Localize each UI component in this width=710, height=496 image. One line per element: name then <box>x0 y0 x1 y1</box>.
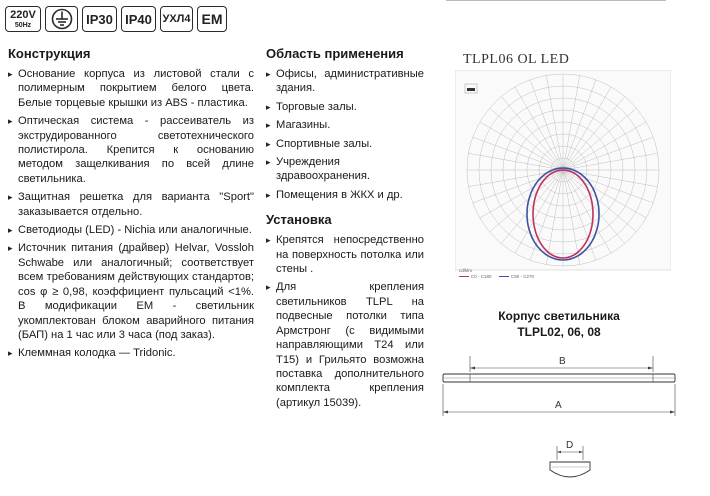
list-item: ▸ Помещения в ЖКХ и др. <box>266 188 424 202</box>
dim-a-arrow-right <box>670 411 675 414</box>
case-title-line2: TLPL02, 06, 08 <box>517 325 601 339</box>
construction-section <box>8 46 254 365</box>
installation-list <box>266 233 424 410</box>
dim-d-arrow-left <box>557 451 561 454</box>
legend-c0-label: C0 - C180 <box>471 274 492 279</box>
frequency-value: 50Hz <box>14 21 32 29</box>
right-text-column <box>266 46 424 414</box>
list-item: ▸ Спортивные залы. <box>266 137 424 151</box>
application-heading: Область применения <box>266 46 404 61</box>
ground-icon <box>50 8 74 30</box>
cross-section <box>550 462 590 477</box>
dim-b-label: B <box>559 356 566 367</box>
construction-heading: Конструкция <box>8 46 91 61</box>
spec-badges <box>5 6 227 32</box>
dim-b-arrow-right <box>648 367 653 370</box>
list-item: ▸ Торговые залы. <box>266 100 424 114</box>
em-badge: EM <box>197 6 227 32</box>
dim-d-label: D <box>566 440 574 451</box>
polar-chart-title: TLPL06 OL LED <box>463 52 570 67</box>
ip30-badge: IP30 <box>82 6 117 32</box>
list-item: ▸ Оптическая система - рассеиватель из экструдированного светотехнического полистирола. Крепится к основанию методом защелкивания по всей длине светильника. <box>8 114 254 186</box>
list-item: ▸ Источник питания (драйвер) Helvar, Vossloh Schwabe или аналогичный; соответствует всем требованиям действующих стандартов; cos φ ≥ 0,98, коэффициент пульсаций <1%. В модификации EM - светильник укомплектован блоком аварийного питания (БАП) на 1 час или 3 часа (под заказ). <box>8 241 254 342</box>
list-item: ▸ Магазины. <box>266 118 424 132</box>
voltage-badge <box>5 6 41 32</box>
ip40-badge: IP40 <box>121 6 156 32</box>
case-title <box>440 308 678 340</box>
construction-list <box>8 67 254 361</box>
list-item: ▸ Светодиоды (LED) - Nichia или аналогичные. <box>8 223 254 237</box>
application-list <box>266 67 424 202</box>
list-item: ▸ Клеммная колодка — Tridonic. <box>8 346 254 360</box>
list-item: ▸ Учреждения здравоохранения. <box>266 155 424 184</box>
climate-badge: УХЛ4 <box>160 6 193 32</box>
top-divider <box>446 0 666 1</box>
legend-unit: cd/klm <box>459 268 473 273</box>
dim-b-arrow-left <box>470 367 475 370</box>
dim-a-arrow-left <box>443 411 448 414</box>
list-item: ▸ Защитная решетка для варианта "Sport" заказывается отдельно. <box>8 190 254 219</box>
list-item: ▸ Крепятся непосредственно на поверхность потолка или стены . <box>266 233 424 276</box>
dimension-drawing <box>440 350 685 496</box>
dim-d-arrow-right <box>579 451 583 454</box>
list-item: ▸ Основание корпуса из листовой стали с полимерным покрытием белого цвета. Белые торцевые крышки из ABS - пластика. <box>8 67 254 110</box>
ground-badge <box>45 6 78 32</box>
installation-heading: Установка <box>266 212 332 228</box>
legend-c90-label: C90 - C270 <box>511 274 535 279</box>
list-item: ▸ Офисы, административные здания. <box>266 67 424 96</box>
voltage-value: 220V <box>10 8 36 21</box>
list-item: ▸ Для крепления светильников TLPL на подвесные потолки типа Армстронг (с видимыми направляющими Т24 или Т15) и Грильято возможна поставка дополнительного комплекта крепления (артикул 15039). <box>266 280 424 410</box>
polar-diagram <box>455 70 671 280</box>
dim-a-label: A <box>555 400 562 411</box>
case-title-line1: Корпус светильника <box>498 309 620 323</box>
